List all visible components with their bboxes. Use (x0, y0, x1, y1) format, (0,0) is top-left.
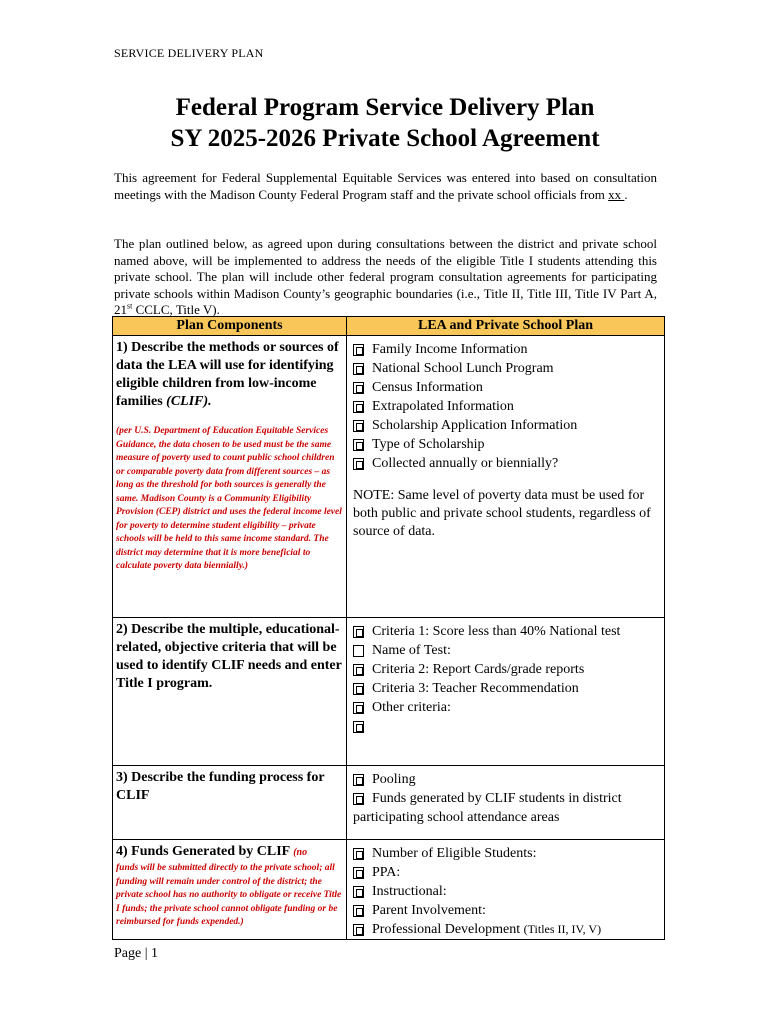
checkbox-icon[interactable] (353, 793, 364, 805)
checkbox-icon[interactable] (353, 867, 364, 879)
checkbox-icon[interactable] (353, 645, 364, 657)
row2-option[interactable]: Criteria 3: Teacher Recommendation (353, 679, 660, 698)
row1-option[interactable]: National School Lunch Program (353, 359, 660, 378)
checkbox-icon[interactable] (353, 886, 364, 898)
row2-extra-option[interactable] (353, 717, 660, 736)
row1-option[interactable]: Scholarship Application Information (353, 416, 660, 435)
checkbox-icon[interactable] (353, 924, 364, 936)
document-subtitle: SY 2025-2026 Private School Agreement (170, 125, 600, 152)
row1-option[interactable]: Census Information (353, 378, 660, 397)
row1-option[interactable]: Collected annually or biennially? (353, 454, 660, 473)
row2-option[interactable]: Criteria 1: Score less than 40% National test (353, 622, 660, 641)
row2-option[interactable]: Criteria 2: Report Cards/grade reports (353, 660, 660, 679)
row4-option[interactable]: PPA: (353, 863, 660, 882)
col-header-plan-components: Plan Components (113, 317, 347, 336)
row3-option-continued: participating school attendance areas (353, 810, 560, 825)
checkbox-icon[interactable] (353, 702, 364, 714)
checkbox-icon[interactable] (353, 458, 364, 470)
checkbox-icon[interactable] (353, 683, 364, 695)
row3-plan (347, 766, 665, 840)
checkbox-icon[interactable] (353, 664, 364, 676)
col-header-lea-plan: LEA and Private School Plan (347, 317, 665, 336)
row3-option[interactable]: Pooling (353, 770, 660, 789)
row4-option[interactable]: Number of Eligible Students: (353, 844, 660, 863)
table-row (113, 618, 665, 766)
row4-option[interactable]: Professional Development (Titles II, IV, V) (353, 920, 660, 939)
page-number: Page | 1 (114, 946, 159, 961)
intro-paragraph-1: This agreement for Federal Supplemental Equitable Services was entered into based on consultation meetings with the Madison County Federal Program staff and the private school officials from xx . (114, 170, 657, 202)
row4-plan (347, 840, 665, 940)
row1-option[interactable]: Family Income Information (353, 340, 660, 359)
checkbox-icon[interactable] (353, 382, 364, 394)
row2-plan (347, 618, 665, 766)
row2-option[interactable]: Other criteria: (353, 698, 660, 717)
plan-table (112, 316, 665, 940)
row1-question: 1) Describe the methods or sources of data the LEA will use for identifying eligible children from low-income families (CLIF). (116, 340, 339, 409)
officials-blank[interactable]: xx (608, 186, 625, 202)
row4-guidance-note: funds will be submitted directly to the private school; all funding will remain under control of the district; the private school has no authority to obligate or receive Title I funds; the private school cannot obligate funding or be reimbursed for funds expended.) (116, 863, 342, 927)
row3-question: 3) Describe the funding process for CLIF (116, 770, 325, 803)
checkbox-icon[interactable] (353, 848, 364, 860)
row1-option[interactable]: Type of Scholarship (353, 435, 660, 454)
row2-option[interactable]: Name of Test: (353, 641, 660, 660)
checkbox-icon[interactable] (353, 626, 364, 638)
intro-paragraph-2: The plan outlined below, as agreed upon during consultations between the district and private school named above, will be implemented to address the needs of the eligible Title I students attending this private school. The plan will include other federal program consultation agreements for participating private schools within Madison County’s geographic boundaries (i.e., Title II, Title III, Title IV Part A, 21st CCLC, Title V). (114, 236, 657, 317)
row4-component (113, 840, 347, 940)
table-header-row (113, 317, 665, 336)
row1-plan (347, 336, 665, 618)
row3-component (113, 766, 347, 840)
checkbox-icon[interactable] (353, 420, 364, 432)
checkbox-icon[interactable] (353, 401, 364, 413)
row1-component (113, 336, 347, 618)
row1-note: NOTE: Same level of poverty data must be used for both public and private school students, regardless of source of data. (353, 488, 651, 539)
row2-question: 2) Describe the multiple, educational-related, objective criteria that will be used to identify CLIF needs and enter Title I program. (116, 622, 342, 691)
running-header: SERVICE DELIVERY PLAN (114, 46, 264, 60)
row1-option[interactable]: Extrapolated Information (353, 397, 660, 416)
document-title: Federal Program Service Delivery Plan (175, 94, 595, 121)
checkbox-icon[interactable] (353, 363, 364, 375)
row4-question: 4) Funds Generated by CLIF (no (116, 844, 308, 859)
table-row (113, 766, 665, 840)
row1-guidance-note: (per U.S. Department of Education Equitable Services Guidance, the data chosen to be used must be the same measure of poverty used to count public school children or comparable poverty data from different sources – as long as the threshold for both sources is generally the same. Madison County is a Community Eligibility Provision (CEP) district and uses the federal income level for poverty to determine student eligibility – private schools will be held to this same income standard. The district may determine that it is more beneficial to calculate poverty data biennially.) (116, 426, 342, 571)
checkbox-icon[interactable] (353, 344, 364, 356)
checkbox-icon[interactable] (353, 905, 364, 917)
row4-option[interactable]: Instructional: (353, 882, 660, 901)
row4-option[interactable]: Parent Involvement: (353, 901, 660, 920)
checkbox-icon[interactable] (353, 774, 364, 786)
row2-component (113, 618, 347, 766)
row3-option[interactable]: Funds generated by CLIF students in district (353, 789, 660, 808)
checkbox-icon[interactable] (353, 721, 364, 733)
checkbox-icon[interactable] (353, 439, 364, 451)
table-row (113, 840, 665, 940)
table-row (113, 336, 665, 618)
